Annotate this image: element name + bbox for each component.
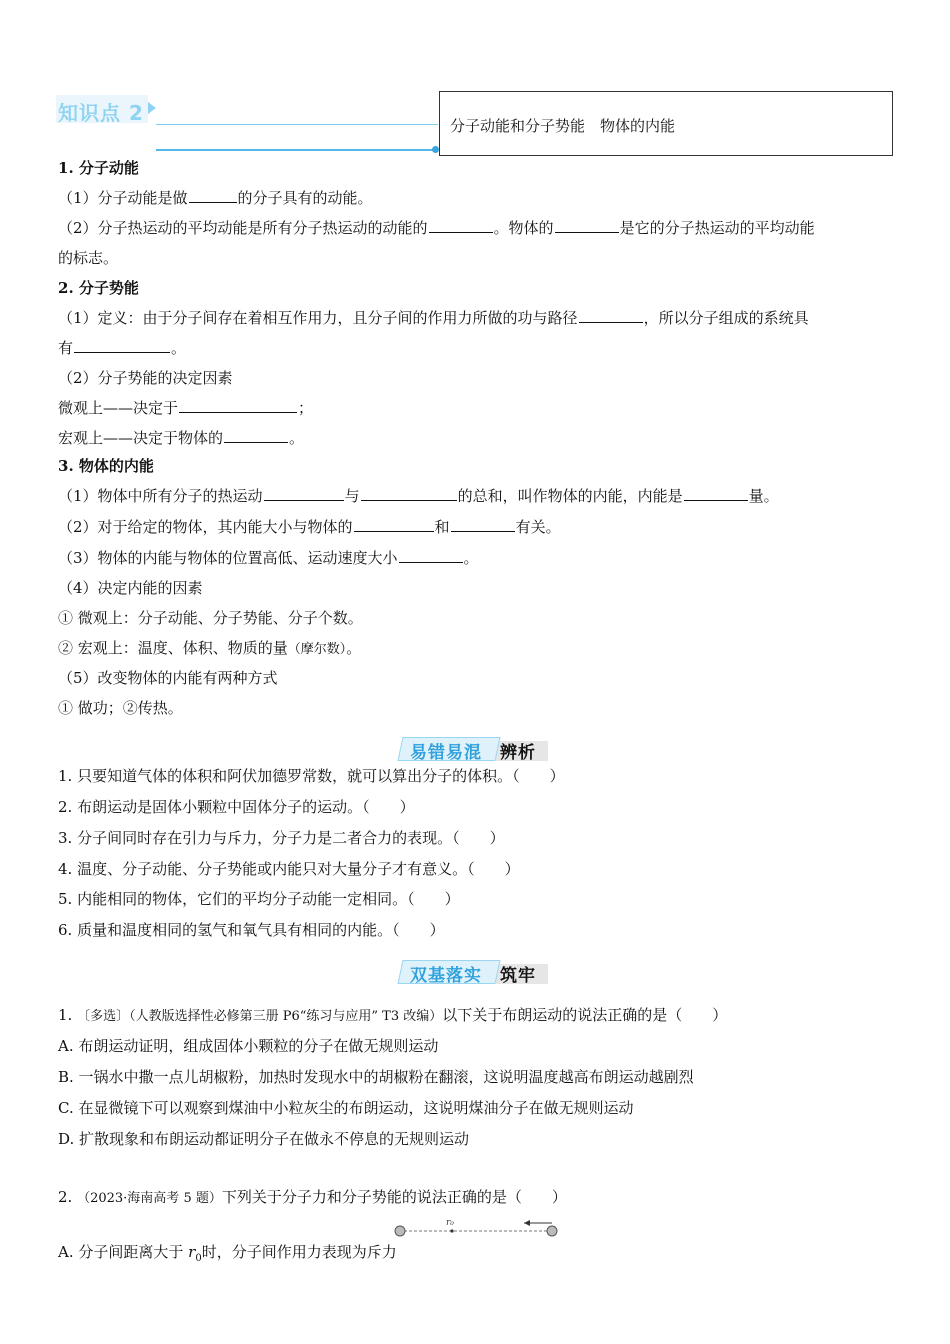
question-text: 以下关于布朗运动的说法正确的是（ ） — [442, 1006, 728, 1024]
question-tag: 〔多选〕 — [77, 1009, 130, 1024]
question-source: （人教版选择性必修第三册 P6“练习与应用” T3 改编） — [129, 1009, 443, 1024]
banner-label: 易错易混 — [410, 743, 482, 763]
text: （摩尔数） — [287, 642, 347, 657]
paragraph — [58, 517, 561, 537]
variable-r: r — [188, 1243, 196, 1261]
fill-blank[interactable] — [579, 308, 643, 323]
text: 的分子具有的动能。 — [237, 189, 373, 207]
text: 是它的分子热运动的平均动能 — [619, 219, 815, 237]
text: A. 分子间距离大于 — [58, 1243, 189, 1261]
molecule-right — [547, 1226, 557, 1236]
option-a[interactable] — [58, 1242, 397, 1269]
fill-blank[interactable] — [399, 548, 463, 563]
text: 微观上——决定于 — [58, 399, 179, 417]
paragraph — [58, 338, 186, 358]
fill-blank[interactable] — [429, 218, 493, 233]
judgement-item: 2. 布朗运动是固体小颗粒中固体分子的运动。（ ） — [58, 798, 415, 816]
title-box — [439, 91, 893, 156]
text: 与 — [344, 487, 360, 505]
fill-blank[interactable] — [179, 398, 297, 413]
dot-icon — [432, 146, 439, 153]
judgement-item: 3. 分子间同时存在引力与斥力，分子力是二者合力的表现。（ ） — [58, 829, 505, 847]
heading-number: 2 — [58, 279, 69, 297]
judgement-item: 1. 只要知道气体的体积和阿伏加德罗常数，就可以算出分子的体积。（ ） — [58, 767, 565, 785]
text: 。 — [289, 429, 305, 447]
text: （1）定义：由于分子间存在着相互作用力，且分子间的作用力所做的功与路径 — [58, 309, 578, 327]
section-banner-basics — [400, 958, 550, 986]
fill-blank[interactable] — [264, 486, 344, 501]
knowledge-point-badge: 知识点 2 — [58, 101, 144, 125]
option-a[interactable]: A. 布朗运动证明，组成固体小颗粒的分子在做无规则运动 — [58, 1037, 439, 1055]
fill-blank[interactable] — [451, 517, 515, 532]
banner-label-tail: 筑牢 — [500, 966, 536, 986]
heading-number: 3 — [58, 457, 69, 475]
text: （1）分子动能是做 — [58, 189, 188, 207]
paragraph: （4）决定内能的因素 — [58, 579, 203, 597]
heading-text: . 分子动能 — [68, 159, 139, 177]
text: 有关。 — [515, 518, 561, 536]
knowledge-point-header — [58, 91, 893, 155]
text: 的总和，叫作物体的内能，内能是 — [457, 487, 683, 505]
judgement-item: 4. 温度、分子动能、分子势能或内能只对大量分子才有意义。（ ） — [58, 860, 520, 878]
text: （1）物体中所有分子的热运动 — [58, 487, 263, 505]
text: 有 — [58, 339, 74, 357]
fill-blank[interactable] — [684, 486, 748, 501]
banner-label: 双基落实 — [410, 966, 482, 986]
text: （2）对于给定的物体，其内能大小与物体的 — [58, 518, 353, 536]
option-d[interactable]: D. 扩散现象和布朗运动都证明分子在做永不停息的无规则运动 — [58, 1130, 470, 1148]
question-number: 2. — [58, 1188, 78, 1206]
paragraph: （5）改变物体的内能有两种方式 — [58, 669, 278, 687]
r0-marker — [450, 1229, 453, 1232]
paragraph — [58, 218, 815, 238]
text: 时，分子间作用力表现为斥力 — [201, 1243, 397, 1261]
judgement-item: 6. 质量和温度相同的氢气和氧气具有相同的内能。（ ） — [58, 921, 445, 939]
question-source: （2023·海南高考 5 题） — [77, 1191, 222, 1206]
text: 量。 — [748, 487, 779, 505]
heading-text: . 物体的内能 — [68, 457, 154, 475]
text: ② 宏观上：温度、体积、物质的量 — [58, 639, 288, 657]
paragraph — [58, 638, 361, 660]
fill-blank[interactable] — [361, 486, 457, 501]
text: 宏观上——决定于物体的 — [58, 429, 224, 447]
paragraph: 的标志。 — [58, 249, 119, 267]
fill-blank[interactable] — [555, 218, 619, 233]
text: 。 — [463, 549, 479, 567]
paragraph — [58, 188, 373, 208]
paragraph — [58, 398, 313, 418]
text: 。 — [346, 639, 362, 657]
arrow-left-icon — [524, 1220, 530, 1226]
paragraph: （2）分子势能的决定因素 — [58, 369, 233, 387]
question-text: 下列关于分子力和分子势能的说法正确的是（ ） — [221, 1188, 567, 1206]
heading-text: . 分子势能 — [68, 279, 139, 297]
heading-number: 1 — [58, 159, 69, 177]
heading-internal-energy — [58, 456, 154, 476]
paragraph — [58, 428, 304, 448]
fill-blank[interactable] — [224, 428, 288, 443]
divider-line — [156, 149, 438, 151]
heading-potential-energy — [58, 278, 139, 298]
paragraph — [58, 486, 779, 506]
text: 和 — [434, 518, 450, 536]
text: （2）分子热运动的平均动能是所有分子热运动的动能的 — [58, 219, 428, 237]
paragraph: ① 做功；②传热。 — [58, 699, 183, 717]
section-title: 分子动能和分子势能 物体的内能 — [450, 117, 676, 135]
play-arrow-icon — [148, 102, 156, 114]
paragraph — [58, 308, 809, 328]
divider-line — [156, 124, 438, 125]
paragraph — [58, 548, 479, 568]
text: （3）物体的内能与物体的位置高低、运动速度大小 — [58, 549, 398, 567]
molecule-distance-diagram — [392, 1215, 560, 1245]
question-1-stem — [58, 1005, 727, 1027]
banner-label-tail: 辨析 — [500, 743, 536, 763]
text: ，所以分子组成的系统具 — [643, 309, 809, 327]
judgement-item: 5. 内能相同的物体，它们的平均分子动能一定相同。（ ） — [58, 890, 460, 908]
heading-kinetic-energy — [58, 158, 139, 178]
question-2-stem — [58, 1187, 567, 1209]
paragraph: ① 微观上：分子动能、分子势能、分子个数。 — [58, 609, 363, 627]
fill-blank[interactable] — [354, 517, 434, 532]
option-b[interactable]: B. 一锅水中撒一点儿胡椒粉，加热时发现水中的胡椒粉在翻滚，这说明温度越高布朗运动越剧烈 — [58, 1068, 694, 1086]
option-c[interactable]: C. 在显微镜下可以观察到煤油中小粒灰尘的布朗运动，这说明煤油分子在做无规则运动 — [58, 1099, 634, 1117]
text: 。物体的 — [493, 219, 554, 237]
text: ； — [298, 399, 314, 417]
fill-blank[interactable] — [74, 338, 170, 353]
section-banner-errors — [400, 735, 550, 763]
molecule-left — [395, 1226, 405, 1236]
fill-blank[interactable] — [189, 188, 237, 203]
r0-label: r₀ — [446, 1218, 454, 1228]
text: 。 — [171, 339, 187, 357]
question-number: 1. — [58, 1006, 78, 1024]
subscript: 0 — [195, 1253, 202, 1264]
